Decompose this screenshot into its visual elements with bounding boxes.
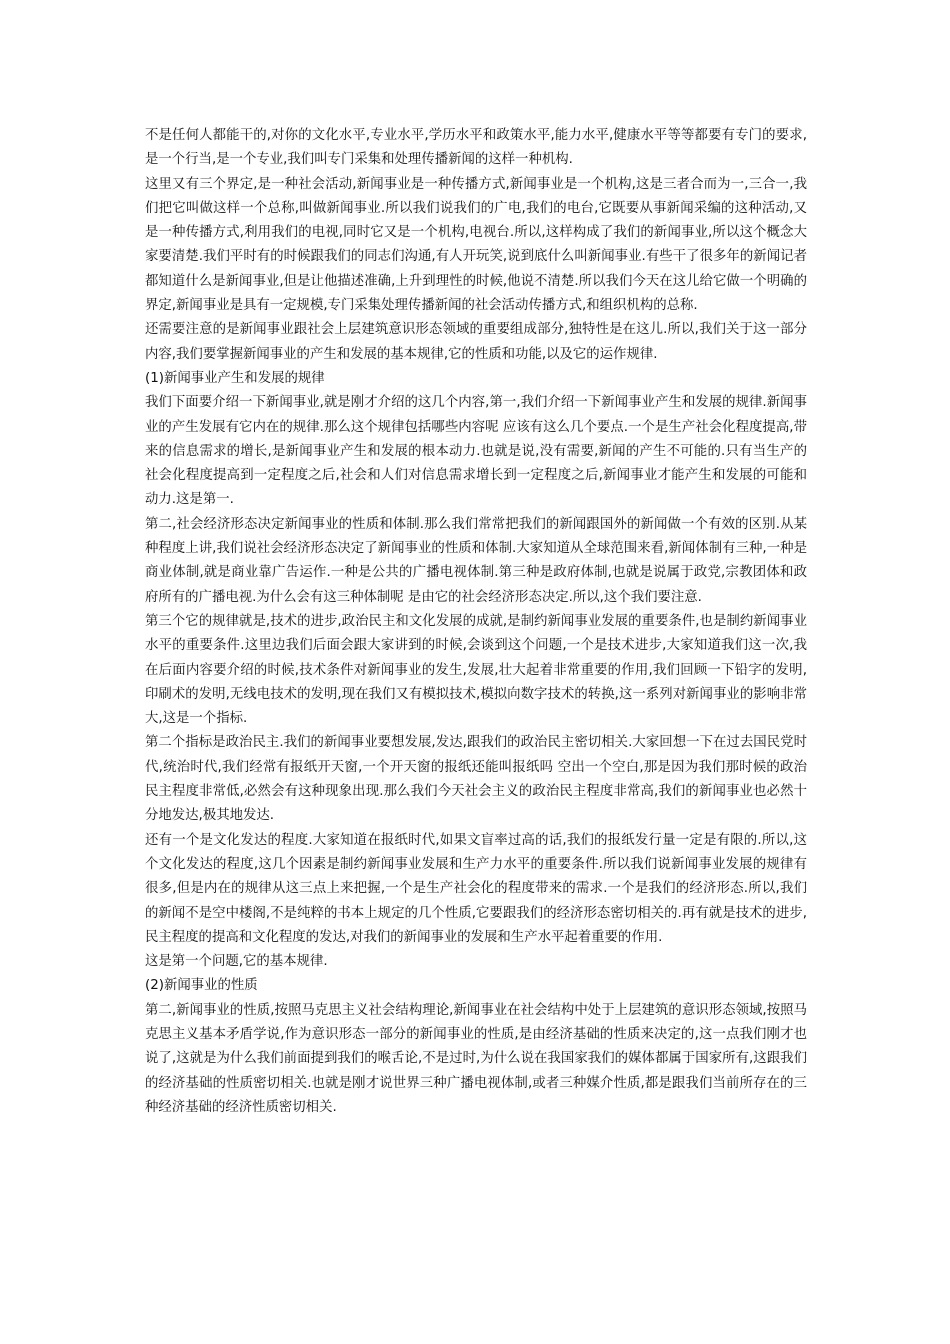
section-heading: (1)新闻事业产生和发展的规律 — [145, 370, 325, 386]
paragraph: 第二,社会经济形态决定新闻事业的性质和体制.那么我们常常把我们的新闻跟国外的新闻做一个有效的区别.从某种程度上讲,我们说社会经济形态决定了新闻事业的性质和体制.大家知道从全球范围来看,新闻体制有三种,一种是商业体制,就是商业靠广告运作.一种是公共的广播电视体制.第三种是政府体制,也就是说属于政党,宗教团体和政府所有的广播电视.为什么会有这三种体制呢 是由它的社会经济形态决定.所以,这个我们要注意. — [145, 516, 807, 605]
paragraph: 第二个指标是政治民主.我们的新闻事业要想发展,发达,跟我们的政治民主密切相关.大家回想一下在过去国民党时代,统治时代,我们经常有报纸开天窗,一个开天窗的报纸还能叫报纸吗 空出一个空白,那是因为我们那时候的政治民主程度非常低,必然会有这种现象出现.那么我们今天社会主义的政治民主程度非常高,我们的新闻事业也必然十分地发达,极其地发达. — [145, 735, 807, 824]
paragraph: 我们下面要介绍一下新闻事业,就是刚才介绍的这几个内容,第一,我们介绍一下新闻事业产生和发展的规律.新闻事业的产生发展有它内在的规律.那么这个规律包括哪些内容呢 应该有这么几个要点.一个是生产社会化程度提高,带来的信息需求的增长,是新闻事业产生和发展的根本动力.也就是说,没有需要,新闻的产生不可能的.只有当生产的社会化程度提高到一定程度之后,社会和人们对信息需求增长到一定程度之后,新闻事业才能产生和发展的可能和动力.这是第一. — [145, 395, 807, 508]
paragraph: 这是第一个问题,它的基本规律. — [145, 954, 328, 970]
paragraph: 这里又有三个界定,是一种社会活动,新闻事业是一种传播方式,新闻事业是一个机构,这是三者合而为一,三合一,我们把它叫做这样一个总称,叫做新闻事业.所以我们说我们的广电,我们的电台,它既要从事新闻采编的这种活动,又是一种传播方式,利用我们的电视,同时它又是一个机构,电视台.所以,这样构成了我们的新闻事业,所以这个概念大家要清楚.我们平时有的时候跟我们的同志们沟通,有人开玩笑,说到底什么叫新闻事业.有些干了很多年的新闻记者都知道什么是新闻事业,但是让他描述准确,上升到理性的时候,他说不清楚.所以我们今天在这儿给它做一个明确的界定,新闻事业是具有一定规模,专门采集处理传播新闻的社会活动传播方式,和组织机构的总称. — [145, 176, 807, 314]
paragraph: 第三个它的规律就是,技术的进步,政治民主和文化发展的成就,是制约新闻事业发展的重要条件,也是制约新闻事业水平的重要条件.这里边我们后面会跟大家讲到的时候,会谈到这个问题,一个是技术进步,大家知道我们这一次,我在后面内容要介绍的时候,技术条件对新闻事业的发生,发展,壮大起着非常重要的作用,我们回顾一下铅字的发明,印刷术的发明,无线电技术的发明,现在我们又有模拟技术,模拟向数字技术的转换,这一系列对新闻事业的影响非常大,这是一个指标. — [145, 613, 807, 727]
paragraph: 还需要注意的是新闻事业跟社会上层建筑意识形态领域的重要组成部分,独特性是在这儿.所以,我们关于这一部分内容,我们要掌握新闻事业的产生和发展的基本规律,它的性质和功能,以及它的运作规律. — [145, 322, 807, 362]
document-body — [145, 124, 807, 1120]
paragraph: 不是任何人都能干的,对你的文化水平,专业水平,学历水平和政策水平,能力水平,健康水平等等都要有专门的要求,是一个行当,是一个专业,我们叫专门采集和处理传播新闻的这样一种机构. — [145, 128, 807, 168]
section-heading: (2)新闻事业的性质 — [145, 978, 258, 994]
paragraph: 第二,新闻事业的性质,按照马克思主义社会结构理论,新闻事业在社会结构中处于上层建筑的意识形态领域,按照马克思主义基本矛盾学说,作为意识形态一部分的新闻事业的性质,是由经济基础的性质来决定的,这一点我们刚才也说了,这就是为什么我们前面提到我们的喉舌论,不是过时,为什么说在我国家我们的媒体都属于国家所有,这跟我们的经济基础的性质密切相关.也就是刚才说世界三种广播电视体制,或者三种媒介性质,都是跟我们当前所存在的三种经济基础的经济性质密切相关. — [145, 1002, 807, 1115]
paragraph: 还有一个是文化发达的程度.大家知道在报纸时代,如果文盲率过高的话,我们的报纸发行量一定是有限的.所以,这个文化发达的程度,这几个因素是制约新闻事业发展和生产力水平的重要条件.所以我们说新闻事业发展的规律有很多,但是内在的规律从这三点上来把握,一个是生产社会化的程度带来的需求.一个是我们的经济形态.所以,我们的新闻不是空中楼阁,不是纯粹的书本上规定的几个性质,它要跟我们的经济形态密切相关的.再有就是技术的进步,民主程度的提高和文化程度的发达,对我们的新闻事业的发展和生产水平起着重要的作用. — [145, 832, 807, 945]
